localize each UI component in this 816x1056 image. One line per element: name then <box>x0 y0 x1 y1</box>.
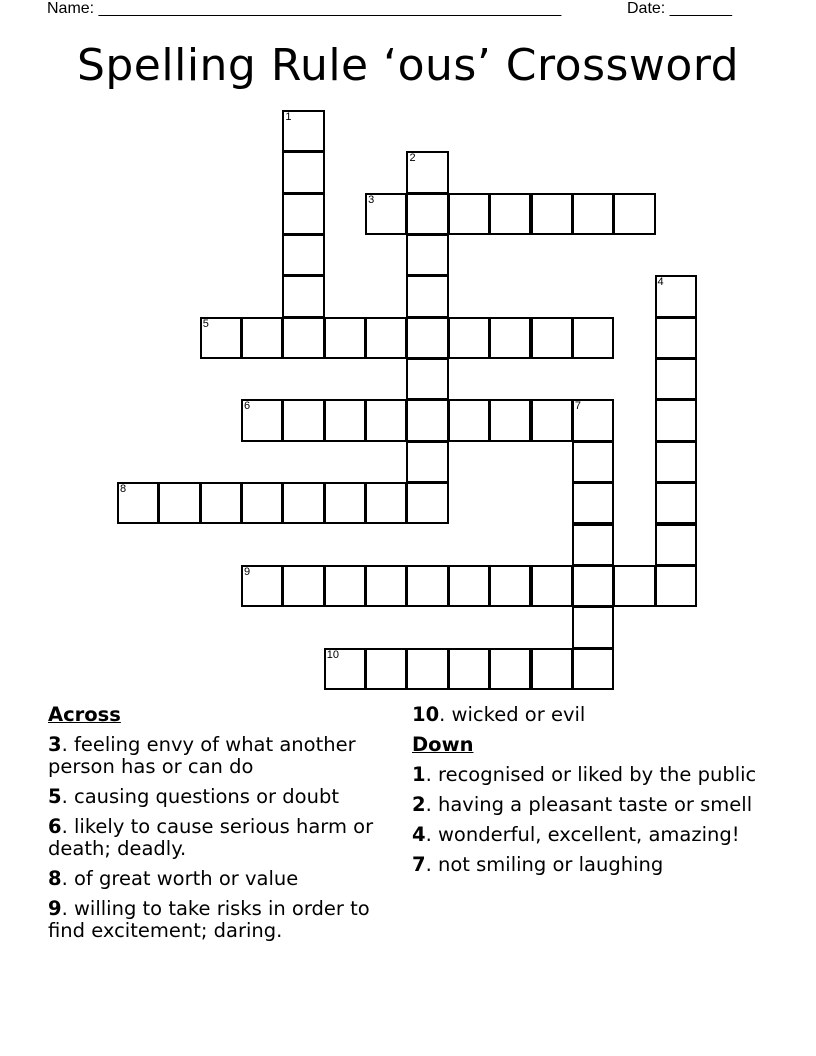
crossword-cell[interactable] <box>406 482 448 524</box>
crossword-cell[interactable] <box>365 648 407 690</box>
clue-across-3: 3. feeling envy of what another person has or can do <box>48 733 356 778</box>
down-clues <box>412 704 762 884</box>
crossword-cell[interactable] <box>406 193 448 235</box>
crossword-cell[interactable] <box>282 275 324 317</box>
clue-number: 1 <box>412 763 426 786</box>
crossword-cell[interactable] <box>572 565 614 607</box>
crossword-cell[interactable] <box>365 482 407 524</box>
clue-across-5: 5. causing questions or doubt <box>48 785 339 808</box>
crossword-cell[interactable] <box>406 358 448 400</box>
crossword-cell[interactable] <box>613 193 655 235</box>
crossword-cell[interactable] <box>448 193 490 235</box>
clue-number-label: 6 <box>244 400 251 413</box>
clue-text: likely to cause serious harm or death; deadly. <box>48 815 374 860</box>
crossword-cell[interactable] <box>572 482 614 524</box>
clue-number-label: 1 <box>285 111 292 123</box>
clue-number: 5 <box>48 785 62 808</box>
crossword-cell[interactable] <box>572 193 614 235</box>
crossword-cell[interactable] <box>365 317 407 359</box>
clue-number-label: 7 <box>574 400 581 413</box>
crossword-cell[interactable] <box>448 317 490 359</box>
crossword-cell[interactable] <box>365 193 407 235</box>
crossword-cell[interactable] <box>531 565 573 607</box>
crossword-cell[interactable] <box>655 441 697 483</box>
page-title: Spelling Rule ‘ous’ Crossword <box>76 40 740 91</box>
crossword-cell[interactable] <box>282 151 324 193</box>
crossword-cell[interactable] <box>655 565 697 607</box>
crossword-cell[interactable] <box>282 234 324 276</box>
clue-text: of great worth or value <box>73 867 299 890</box>
crossword-cell[interactable] <box>572 317 614 359</box>
clue-down-4: 4. wonderful, excellent, amazing! <box>412 823 740 846</box>
clue-text: recognised or liked by the public <box>437 763 757 786</box>
clue-text: having a pleasant taste or smell <box>437 793 753 816</box>
crossword-cell[interactable] <box>158 482 200 524</box>
clue-text: wicked or evil <box>451 703 586 726</box>
clue-text: wonderful, excellent, amazing! <box>437 823 740 846</box>
date-field-label: Date: _______ <box>627 0 732 17</box>
crossword-cell[interactable] <box>282 110 324 152</box>
crossword-cell[interactable] <box>655 399 697 441</box>
clue-number: 8 <box>48 867 62 890</box>
across-clues <box>48 704 408 950</box>
crossword-cell[interactable] <box>406 399 448 441</box>
clue-text: feeling envy of what another person has or can do <box>48 733 356 778</box>
crossword-cell[interactable] <box>531 193 573 235</box>
crossword-cell[interactable] <box>241 399 283 441</box>
crossword-cell[interactable] <box>655 317 697 359</box>
crossword-cell[interactable] <box>531 648 573 690</box>
across-heading: Across <box>48 703 121 726</box>
clue-text: not smiling or laughing <box>437 853 664 876</box>
clue-across-8: 8. of great worth or value <box>48 867 299 890</box>
crossword-cell[interactable] <box>282 317 324 359</box>
crossword-cell[interactable] <box>365 399 407 441</box>
clue-number: 2 <box>412 793 426 816</box>
crossword-cell[interactable] <box>489 317 531 359</box>
crossword-cell[interactable] <box>282 482 324 524</box>
crossword-cell[interactable] <box>613 565 655 607</box>
crossword-cell[interactable] <box>324 565 366 607</box>
crossword-cell[interactable] <box>241 565 283 607</box>
crossword-cell[interactable] <box>406 648 448 690</box>
clue-number-label: 3 <box>368 193 375 206</box>
crossword-cell[interactable] <box>241 317 283 359</box>
crossword-cell[interactable] <box>531 317 573 359</box>
crossword-cell[interactable] <box>406 317 448 359</box>
crossword-cell[interactable] <box>365 565 407 607</box>
crossword-cell[interactable] <box>655 358 697 400</box>
clue-down-1: 1. recognised or liked by the public <box>412 763 757 786</box>
clue-down-2: 2. having a pleasant taste or smell <box>412 793 753 816</box>
crossword-cell[interactable] <box>406 151 448 193</box>
crossword-cell[interactable] <box>406 234 448 276</box>
crossword-cell[interactable] <box>572 606 614 648</box>
crossword-cell[interactable] <box>324 482 366 524</box>
crossword-cell[interactable] <box>531 399 573 441</box>
crossword-cell[interactable] <box>406 275 448 317</box>
crossword-cell[interactable] <box>655 275 697 317</box>
crossword-cell[interactable] <box>572 648 614 690</box>
clue-number-label: 10 <box>326 648 339 661</box>
clue-down-7: 7. not smiling or laughing <box>412 853 664 876</box>
crossword-cell[interactable] <box>200 482 242 524</box>
crossword-cell[interactable] <box>406 565 448 607</box>
crossword-cell[interactable] <box>655 482 697 524</box>
clue-text: causing questions or doubt <box>73 785 339 808</box>
crossword-cell[interactable] <box>489 648 531 690</box>
crossword-cell[interactable] <box>282 399 324 441</box>
crossword-cell[interactable] <box>117 482 159 524</box>
crossword-cell[interactable] <box>572 524 614 566</box>
crossword-cell[interactable] <box>448 648 490 690</box>
clue-number-label: 5 <box>202 317 209 330</box>
crossword-cell[interactable] <box>282 565 324 607</box>
crossword-cell[interactable] <box>489 565 531 607</box>
crossword-cell[interactable] <box>200 317 242 359</box>
clue-number-label: 4 <box>657 276 664 289</box>
crossword-cell[interactable] <box>324 399 366 441</box>
crossword-cell[interactable] <box>406 441 448 483</box>
clue-text: willing to take risks in order to find excitement; daring. <box>48 897 370 942</box>
crossword-cell[interactable] <box>572 399 614 441</box>
clue-number: 7 <box>412 853 426 876</box>
clue-number-label: 8 <box>120 483 127 496</box>
crossword-cell[interactable] <box>282 193 324 235</box>
clue-across-9: 9. willing to take risks in order to find excitement; daring. <box>48 897 370 942</box>
crossword-cell[interactable] <box>489 193 531 235</box>
crossword-cell[interactable] <box>655 524 697 566</box>
clue-number-label: 9 <box>244 565 251 578</box>
clue-number: 10 <box>412 703 440 726</box>
crossword-cell[interactable] <box>241 482 283 524</box>
down-heading: Down <box>412 733 474 756</box>
clue-number: 9 <box>48 897 62 920</box>
crossword-cell[interactable] <box>324 317 366 359</box>
crossword-cell[interactable] <box>448 399 490 441</box>
crossword-cell[interactable] <box>324 648 366 690</box>
clue-across-10: 10. wicked or evil <box>412 703 586 726</box>
crossword-cell[interactable] <box>572 441 614 483</box>
clue-number-label: 2 <box>409 152 416 165</box>
name-field-label: Name: ____________________________________________________ <box>47 0 562 17</box>
crossword-cell[interactable] <box>448 565 490 607</box>
crossword-cell[interactable] <box>489 399 531 441</box>
clue-number: 6 <box>48 815 62 838</box>
clue-number: 3 <box>48 733 62 756</box>
clue-across-6: 6. likely to cause serious harm or death; deadly. <box>48 815 374 860</box>
clue-number: 4 <box>412 823 426 846</box>
